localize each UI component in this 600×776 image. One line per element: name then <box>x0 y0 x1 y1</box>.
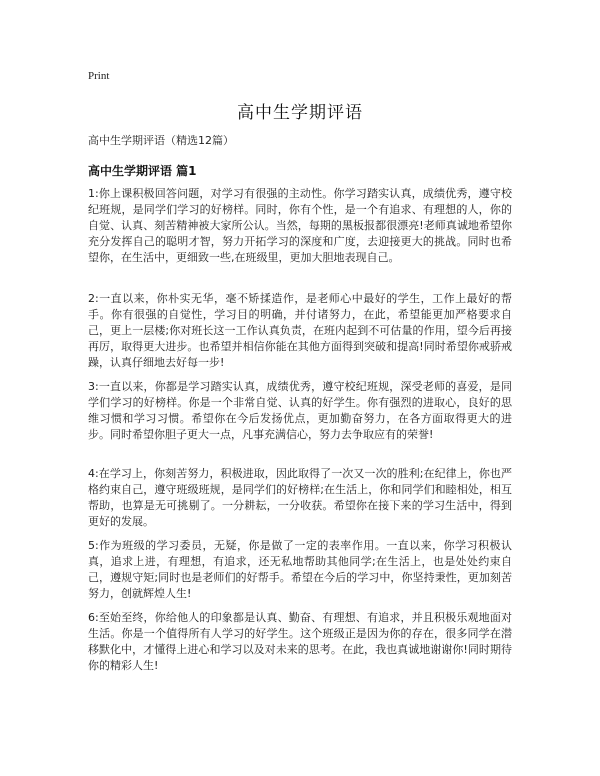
print-label: Print <box>88 70 110 82</box>
comment-paragraph-3: 3:一直以来，你都是学习踏实认真，成绩优秀，遵守校纪班规，深受老师的喜爱，是同学们学习的好榜样。你是一个非常自觉、认真的好学生。你有强烈的进取心，良好的思维习惯和学习习惯。希望你在今后发扬优点，更加勤奋努力，在各方面取得更大的进步。同时希望你胆子更大一点，凡事充满信心，努力去争取应有的荣誉! <box>88 380 512 441</box>
document-title: 高中生学期评语 <box>237 103 363 123</box>
section-heading: 高中生学期评语 篇1 <box>88 164 197 178</box>
comment-paragraph-4: 4:在学习上，你刻苦努力，积极进取，因此取得了一次又一次的胜利;在纪律上，你也严格约束自己，遵守班级班规，是同学们的好榜样;在生活上，你和同学们和睦相处，相互帮助，也算是无可挑剔了。一分耕耘，一分收获。希望你在接下来的学习生活中，得到更好的发展。 <box>88 467 512 528</box>
comment-paragraph-2: 2:一直以来，你朴实无华，毫不矫揉造作，是老师心中最好的学生，工作上最好的帮手。你有很强的自觉性，学习目的明确，并付诸努力，在此，希望能更加严格要求自己，更上一层楼;你对班长这一工作认真负责，在班内起到不可估量的作用，望今后再接再厉，取得更大进步。也希望并相信你能在其他方面得到突破和提高!同时希望你戒骄戒躁，认真仔细地去好每一步! <box>88 292 513 369</box>
comment-paragraph-1: 1:你上课积极回答问题，对学习有很强的主动性。你学习踏实认真，成绩优秀，遵守校纪班规，是同学们学习的好榜样。同时，你有个性，是一个有追求、有理想的人，你的自觉、认真、刻苦精神被大家所公认。当然，每期的黑板报都很漂亮!老师真诚地希望你充分发挥自己的聪明才智，努力开拓学习的深度和广度，去迎接更大的挑战。同时也希望你，在生活中，更细致一些,在班级里，更加大胆地表现自己。 <box>88 187 512 264</box>
comment-paragraph-5: 5:作为班级的学习委员，无疑，你是做了一定的表率作用。一直以来，你学习积极认真，追求上进，有理想，有追求，还无私地帮助其他同学;在生活上，也是处处约束自己，遵规守矩;同时也是老师们的好帮手。希望在今后的学习中，你坚持秉性，更加刻苦努力，创就辉煌人生! <box>88 539 512 600</box>
comment-paragraph-6: 6:至始至终，你给他人的印象都是认真、勤奋、有理想、有追求，并且积极乐观地面对生活。你是一个值得所有人学习的好学生。这个班级正是因为你的存在，很多同学在潜移默化中，才懂得上进心和学习以及对未来的思考。在此，我也真诚地谢谢你!同时期待你的精彩人生! <box>88 611 512 672</box>
document-subtitle: 高中生学期评语（精选12篇） <box>88 134 234 147</box>
